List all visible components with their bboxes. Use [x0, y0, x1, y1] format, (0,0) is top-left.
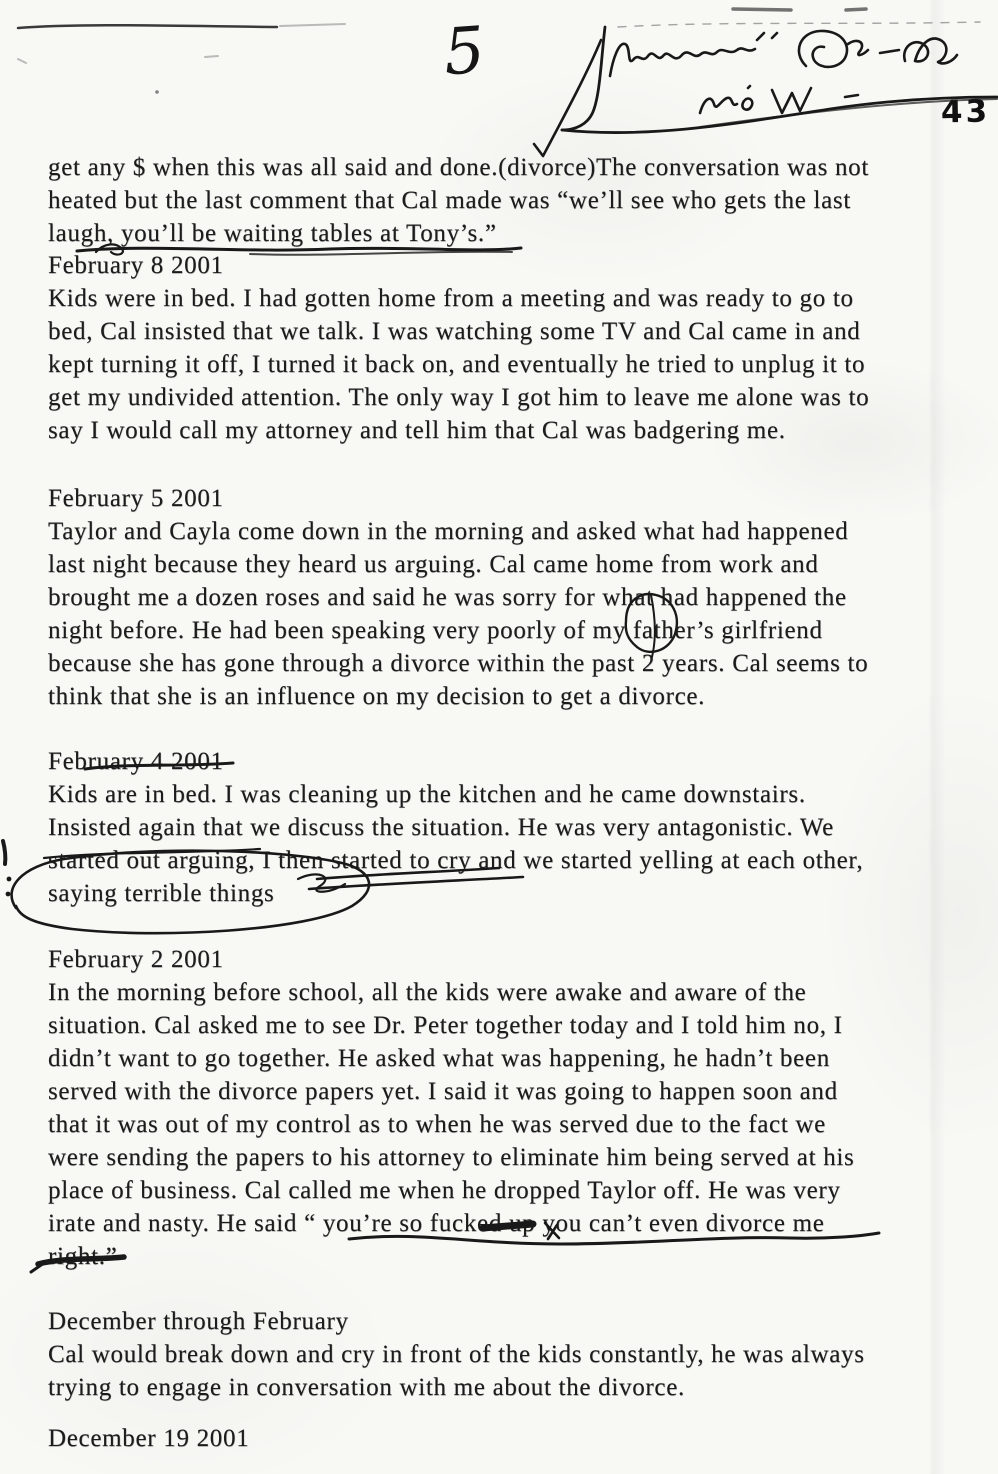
journal-entry	[48, 151, 869, 250]
margin-dot-2	[6, 892, 11, 897]
text-line: Kids were in bed. I had gotten home from a meeting and was ready to go to	[48, 285, 854, 312]
text-line: heated but the last comment that Cal made was “we’ll see who gets the last	[48, 187, 851, 214]
text-line: laugh, you’ll be waiting tables at Tony’s.”	[48, 220, 497, 247]
margin-tick	[3, 841, 5, 864]
text-line: started out arguing, I then started to cry and we started yelling at each other,	[48, 847, 864, 874]
journal-entry	[48, 943, 854, 1273]
page-number-43: 43	[940, 93, 991, 131]
text-line: served with the divorce papers yet. I said it was going to happen soon and	[48, 1078, 838, 1105]
scan-streak-top	[18, 25, 277, 28]
text-line: Cal would break down and cry in front of the kids constantly, he was always	[48, 1341, 865, 1368]
text-line: didn’t want to go together. He asked what was happening, he hadn’t been	[48, 1045, 830, 1072]
arrow-to-divorce	[534, 40, 601, 156]
text-line: saying terrible things	[48, 880, 275, 907]
text-line: Kids are in bed. I was cleaning up the kitchen and he came downstairs.	[48, 781, 806, 808]
journal-entry	[48, 249, 869, 447]
faint-dashed-line-top	[618, 22, 980, 27]
text-line: right.”	[48, 1243, 118, 1270]
handwriting-sweep-line	[562, 93, 997, 133]
text-line: think that she is an influence on my decision to get a divorce.	[48, 683, 706, 710]
ink-speck	[155, 90, 159, 94]
text-line: night before. He had been speaking very poorly of my father’s girlfriend	[48, 617, 823, 644]
journal-entry	[48, 745, 863, 910]
entry-date-heading: February 2 2001	[48, 946, 224, 973]
text-line: brought me a dozen roses and said he was sorry for what had happened the	[48, 584, 847, 611]
entry-date-heading: December 19 2001	[48, 1425, 250, 1452]
text-line: kept turning it off, I turned it back on, and eventually he tried to unplug it to	[48, 351, 866, 378]
text-line: irate and nasty. He said “ you’re so fucked up you can’t even divorce me	[48, 1210, 825, 1237]
scan-streak-tail	[18, 24, 345, 63]
entry-date-heading: February 5 2001	[48, 485, 224, 512]
margin-dot-1	[7, 877, 12, 882]
text-line: Taylor and Cayla come down in the morning and asked what had happened	[48, 518, 849, 545]
handwriting-bracket	[562, 27, 605, 130]
text-line: Insisted again that we discuss the situation. He was very antagonistic. We	[48, 814, 834, 841]
handwriting-scrawl-line2	[700, 86, 858, 113]
text-line: that it was out of my control as to when he was served due to the fact we	[48, 1111, 826, 1138]
text-line: because she has gone through a divorce within the past 2 years. Cal seems to	[48, 650, 869, 677]
journal-entry	[48, 1305, 865, 1404]
text-line: get my undivided attention. The only way I got him to leave me alone was to	[48, 384, 870, 411]
text-line: say I would call my attorney and tell him that Cal was badgering me.	[48, 417, 786, 444]
text-line: situation. Cal asked me to see Dr. Peter together today and I told him no, I	[48, 1012, 843, 1039]
entry-date-heading: February 8 2001	[48, 252, 224, 279]
handwritten-page-number-5: 5	[441, 13, 488, 91]
underline-right-hook	[31, 1263, 44, 1272]
journal-entry	[48, 482, 868, 713]
entry-date-heading: December through February	[48, 1308, 349, 1335]
journal-entry	[48, 1422, 249, 1455]
text-line: place of business. Cal called me when he dropped Taylor off. He was very	[48, 1177, 841, 1204]
handwriting-scrawl-line1	[610, 31, 957, 76]
text-line: In the morning before school, all the kids were awake and aware of the	[48, 979, 807, 1006]
text-line: get any $ when this was all said and done.(divorce)The conversation was not	[48, 154, 870, 181]
text-line: were sending the papers to his attorney to eliminate him being served at his	[48, 1144, 855, 1171]
text-line: trying to engage in conversation with me about the divorce.	[48, 1374, 685, 1401]
top-edge-dashes	[733, 9, 866, 10]
text-line: bed, Cal insisted that we talk. I was watching some TV and Cal came in and	[48, 318, 861, 345]
text-line: last night because they heard us arguing. Cal came home from work and	[48, 551, 819, 578]
entry-date-heading: February 4 2001	[48, 748, 224, 775]
